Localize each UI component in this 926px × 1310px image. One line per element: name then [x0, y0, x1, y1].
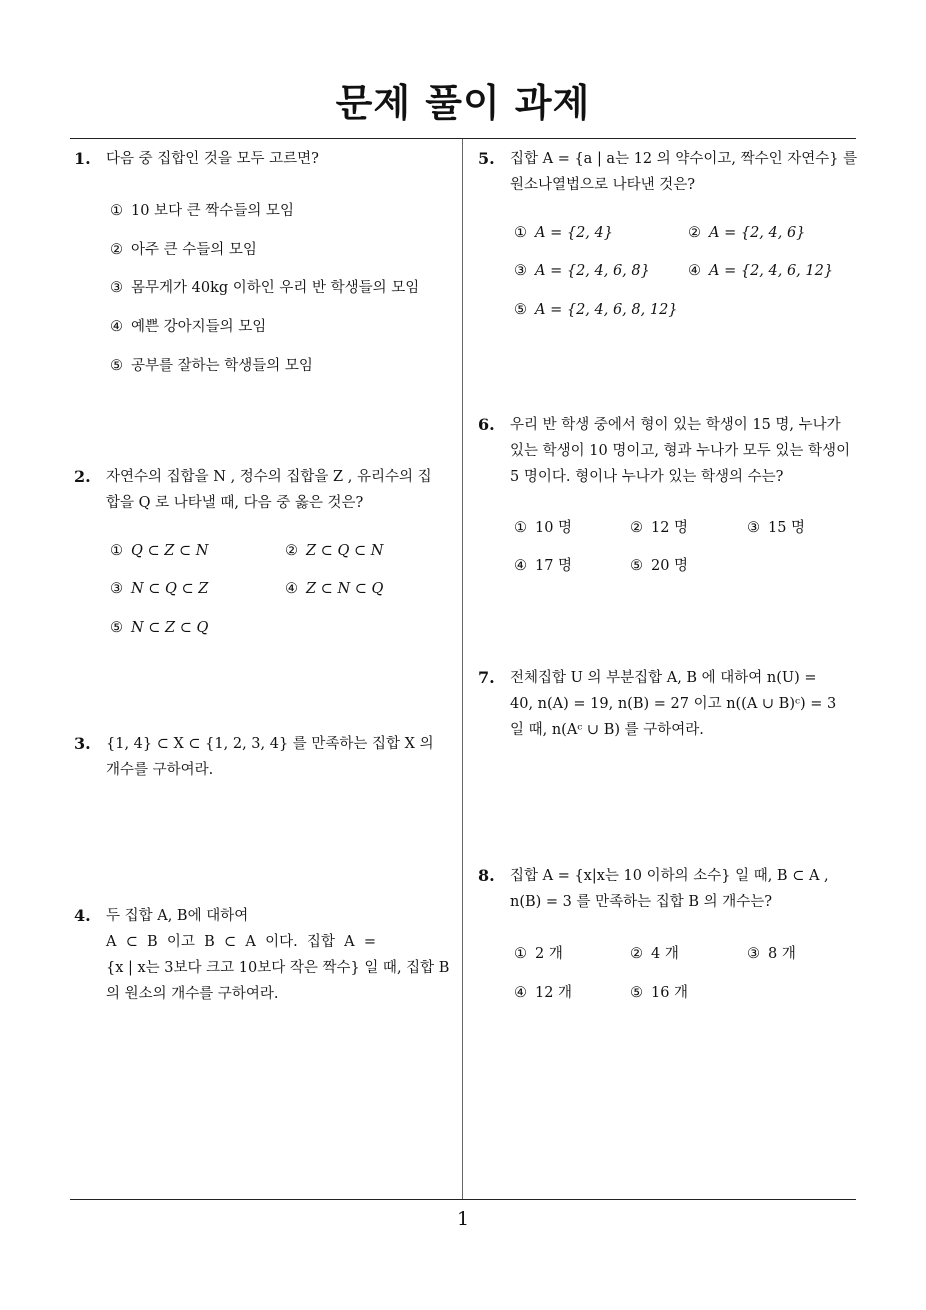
question-stem-line: 40, n(A) = 19, n(B) = 27 이고 n((A ∪ B)ᶜ) = 3: [510, 696, 837, 712]
option-6-5[interactable]: ⑤ 20 명: [630, 558, 689, 574]
question-6: [478, 412, 863, 490]
question-stem-line: 개수를 구하여라.: [106, 762, 214, 778]
question-number: 3.: [74, 734, 91, 753]
option-2-5[interactable]: ⑤ N ⊂ Z ⊂ Q: [110, 620, 209, 636]
option-2-3[interactable]: ③ N ⊂ Q ⊂ Z: [110, 581, 209, 597]
option-1-4[interactable]: ④ 예쁜 강아지들의 모임: [110, 319, 267, 335]
option-1-5[interactable]: ⑤ 공부를 잘하는 학생들의 모임: [110, 358, 313, 374]
question-stem-line: {1, 4} ⊂ X ⊂ {1, 2, 3, 4} 를 만족하는 집합 X 의: [106, 736, 434, 752]
question-stem-line: 원소나열법으로 나타낸 것은?: [510, 177, 696, 193]
question-number: 6.: [478, 415, 495, 434]
question-stem-line: 있는 학생이 10 명이고, 형과 누나가 모두 있는 학생이: [510, 443, 851, 459]
question-5: [478, 146, 863, 198]
question-4: [74, 903, 459, 1007]
option-8-3[interactable]: ③ 8 개: [747, 946, 796, 962]
question-number: 4.: [74, 906, 91, 925]
option-2-2[interactable]: ② Z ⊂ Q ⊂ N: [285, 543, 384, 559]
question-8: [478, 863, 863, 915]
option-6-2[interactable]: ② 12 명: [630, 520, 689, 536]
question-2: [74, 464, 459, 516]
option-2-4[interactable]: ④ Z ⊂ N ⊂ Q: [285, 581, 384, 597]
option-1-1[interactable]: ① 10 보다 큰 짝수들의 모임: [110, 203, 294, 219]
bottom-rule: [70, 1199, 856, 1200]
question-1: [74, 146, 459, 172]
option-5-3[interactable]: ③ A = {2, 4, 6, 8}: [514, 263, 650, 279]
question-3: [74, 731, 459, 783]
question-stem-line: 우리 반 학생 중에서 형이 있는 학생이 15 명, 누나가: [510, 417, 841, 433]
question-stem-line: 전체집합 U 의 부분집합 A, B 에 대하여 n(U) =: [510, 670, 817, 686]
option-8-1[interactable]: ① 2 개: [514, 946, 563, 962]
top-rule: [70, 138, 856, 139]
option-5-2[interactable]: ② A = {2, 4, 6}: [688, 225, 806, 241]
option-6-4[interactable]: ④ 17 명: [514, 558, 573, 574]
question-7: [478, 665, 863, 743]
question-stem-line: 두 집합 A, B에 대하여: [106, 908, 249, 924]
question-stem-line: 의 원소의 개수를 구하여라.: [106, 986, 279, 1002]
question-stem-line: 자연수의 집합을 N , 정수의 집합을 Z , 유리수의 집: [106, 469, 432, 485]
option-2-1[interactable]: ① Q ⊂ Z ⊂ N: [110, 543, 209, 559]
question-stem-line: 일 때, n(Aᶜ ∪ B) 를 구하여라.: [510, 722, 704, 738]
option-5-4[interactable]: ④ A = {2, 4, 6, 12}: [688, 263, 834, 279]
question-number: 8.: [478, 866, 495, 885]
option-8-2[interactable]: ② 4 개: [630, 946, 679, 962]
option-5-1[interactable]: ① A = {2, 4}: [514, 225, 613, 241]
option-8-4[interactable]: ④ 12 개: [514, 985, 573, 1001]
option-8-5[interactable]: ⑤ 16 개: [630, 985, 689, 1001]
question-number: 7.: [478, 668, 495, 687]
option-6-3[interactable]: ③ 15 명: [747, 520, 806, 536]
option-6-1[interactable]: ① 10 명: [514, 520, 573, 536]
option-1-2[interactable]: ② 아주 큰 수들의 모임: [110, 242, 257, 258]
question-number: 1.: [74, 149, 91, 168]
question-stem: 다음 중 집합인 것을 모두 고르면?: [106, 151, 319, 167]
option-5-5[interactable]: ⑤ A = {2, 4, 6, 8, 12}: [514, 302, 678, 318]
question-stem-line: 집합 A = {a | a는 12 의 약수이고, 짝수인 자연수} 를: [510, 151, 858, 167]
question-stem-line: 합을 Q 로 나타낼 때, 다음 중 옳은 것은?: [106, 495, 364, 511]
question-stem-line: 집합 A = {x|x는 10 이하의 소수} 일 때, B ⊂ A ,: [510, 868, 829, 884]
page-number: 1: [456, 1208, 470, 1230]
question-number: 5.: [478, 149, 495, 168]
question-stem-line: A ⊂ B 이고 B ⊂ A 이다. 집합 A =: [106, 934, 377, 950]
option-1-3[interactable]: ③ 몸무게가 40kg 이하인 우리 반 학생들의 모임: [110, 280, 420, 296]
question-number: 2.: [74, 467, 91, 486]
page-title: 문제 풀이 과제: [335, 81, 591, 125]
question-stem-line: {x | x는 3보다 크고 10보다 작은 짝수} 일 때, 집합 B: [106, 960, 450, 976]
question-stem-line: 5 명이다. 형이나 누나가 있는 학생의 수는?: [510, 469, 784, 485]
question-stem-line: n(B) = 3 를 만족하는 집합 B 의 개수는?: [510, 894, 773, 910]
column-divider: [462, 139, 463, 1199]
